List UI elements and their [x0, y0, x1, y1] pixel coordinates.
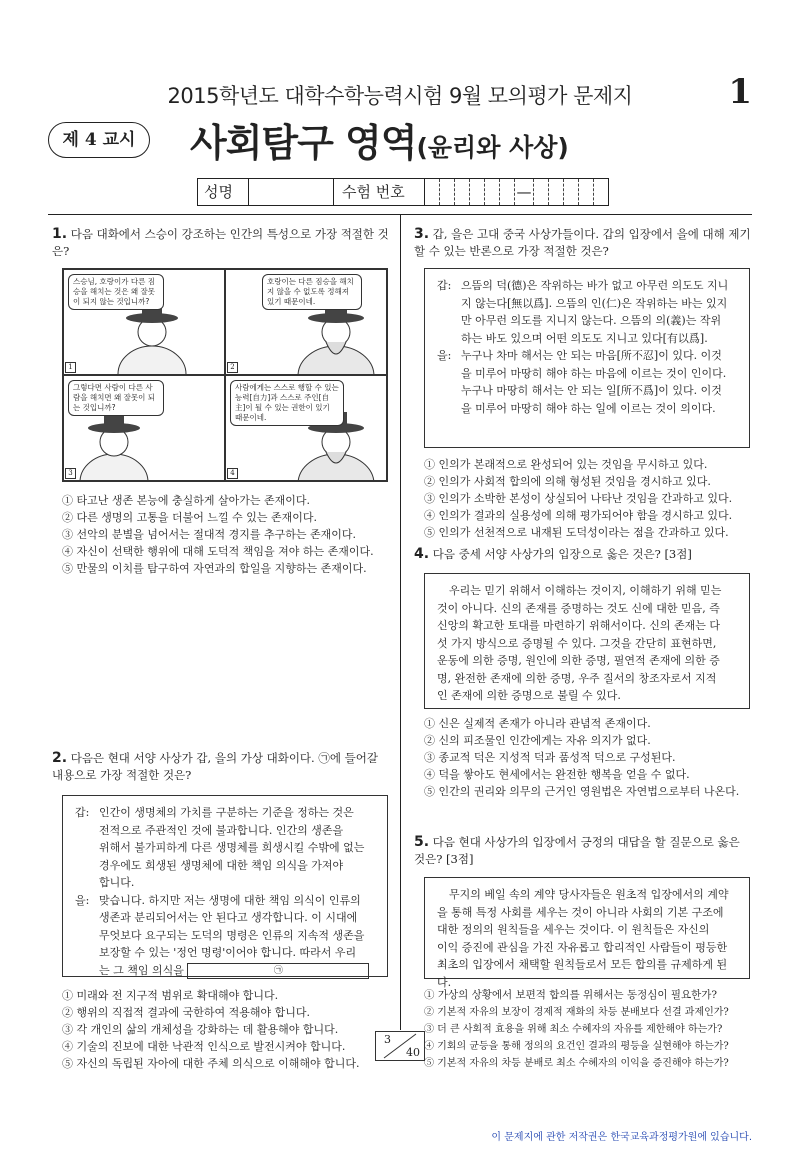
question-number: 4.: [414, 546, 430, 562]
speech-bubble: 스승님, 호랑이가 다른 짐승을 해치는 것은 왜 잘못이 되지 않는 것입니까?: [68, 274, 164, 310]
question-text: 갑, 을은 고대 중국 사상가들이다. 갑의 입장에서 을에 대해 제기할 수 있는 반론으로 가장 적절한 것은?: [414, 227, 751, 258]
name-field[interactable]: [249, 179, 334, 205]
speaker-eul: [75, 892, 375, 980]
question-1-options: [62, 492, 396, 577]
dialogue-line: 지 않는다[無以爲]. 으뜸의 인(仁)은 작위하는 바는 있지: [461, 296, 728, 310]
question-2-options: [62, 987, 396, 1072]
answer-blank: [187, 963, 369, 979]
question-3-prompt: [414, 226, 752, 260]
page-total: 40: [406, 1046, 420, 1059]
question-text: 다음 현대 사상가의 입장에서 긍정의 대답을 할 질문으로 옳은 것은?: [414, 835, 740, 866]
dialogue-line: 으뜸의 덕(德)은 작위하는 바가 없고 아무런 의도도 지니: [461, 279, 729, 292]
speaker-label: 갑:: [437, 279, 452, 292]
passage-line: 최초의 입장에서 채택할 원칙들로서 모든 합의를 규제하게 된다.: [437, 958, 728, 989]
answer-option[interactable]: ② 신의 피조물인 인간에게는 자유 의지가 없다.: [424, 734, 651, 747]
answer-option[interactable]: ① 인의가 본래적으로 완성되어 있는 것임을 무시하고 있다.: [424, 458, 708, 471]
exam-digit[interactable]: [579, 179, 594, 205]
answer-option[interactable]: ③ 인의가 소박한 본성이 상실되어 나타난 것임을 간과하고 있다.: [424, 492, 733, 505]
question-text: 다음 중세 서양 사상가의 입장으로 옳은 것은?: [432, 547, 661, 561]
answer-option[interactable]: ⑤ 인의가 선천적으로 내재된 도덕성이라는 점을 간과하고 있다.: [424, 526, 729, 539]
exam-digit[interactable]: [564, 179, 579, 205]
points-badge: [3점]: [664, 547, 692, 561]
subject-sub: (윤리와 사상): [416, 133, 569, 162]
answer-option[interactable]: ③ 선악의 분별을 넘어서는 절대적 경지를 추구하는 존재이다.: [62, 528, 356, 541]
question-4-options: [424, 715, 754, 800]
question-5-prompt: [414, 834, 752, 868]
comic-panel: [63, 375, 225, 481]
exam-digit[interactable]: [500, 179, 515, 205]
answer-option[interactable]: ③ 종교적 덕은 지성적 덕과 품성적 덕으로 구성된다.: [424, 751, 676, 764]
question-2-prompt: [52, 750, 390, 784]
passage-line: 것이 아니다. 신의 존재를 증명하는 것도 신에 대한 믿음, 즉: [437, 601, 720, 615]
comic-panel: [225, 269, 387, 375]
passage-line: 운동에 의한 증명, 원인에 의한 증명, 필연적 존재에 의한 증: [437, 654, 720, 667]
subject-title: [190, 112, 569, 167]
exam-digit[interactable]: [470, 179, 485, 205]
passage-line: 을 통해 특정 사회를 세우는 것이 아니라 사회의 기본 구조에: [437, 905, 724, 919]
panel-number: 4: [227, 468, 238, 479]
answer-option[interactable]: ① 미래와 전 지구적 범위로 확대해야 합니다.: [62, 989, 279, 1002]
candidate-id-box: [197, 178, 609, 206]
passage-line: 인 존재에 의한 증명으로 불릴 수 있다.: [437, 689, 621, 702]
question-3-options: [424, 456, 754, 541]
copyright-notice: 이 문제지에 관한 저작권은 한국교육과정평가원에 있습니다.: [491, 1132, 752, 1143]
passage-box: [424, 877, 750, 989]
passage-line: 무지의 베일 속의 계약 당사자들은 원초적 입장에서의 계약: [449, 888, 729, 901]
exam-digit[interactable]: [549, 179, 564, 205]
dialogue-line: 누구나 마땅히 해서는 안 되는 일[所不爲]이 있다. 이것: [461, 384, 722, 397]
speaker-gap: [437, 277, 737, 347]
question-number: 2.: [52, 750, 68, 766]
answer-option[interactable]: ① 가상의 상황에서 보편적 합의를 위해서는 동정심이 필요한가?: [424, 989, 718, 1001]
dialogue-line: 누구나 차마 해서는 안 되는 마음[所不忍]이 있다. 이것: [461, 349, 722, 362]
dialogue-line: 을 미루어 마땅히 해야 하는 마음에 이르는 것이 인이다.: [461, 366, 727, 380]
answer-option[interactable]: ③ 더 큰 사회적 효용을 위해 최소 수혜자의 자유를 제한해야 하는가?: [424, 1024, 723, 1035]
answer-option[interactable]: ④ 인의가 결과의 실용성에 의해 평가되어야 함을 경시하고 있다.: [424, 509, 733, 522]
dialogue-line: 생존과 분리되어서는 안 된다고 생각합니다. 이 시대에: [99, 911, 358, 924]
answer-option[interactable]: ④ 기술의 진보에 대한 낙관적 인식으로 발전시켜야 합니다.: [62, 1040, 346, 1053]
answer-option[interactable]: ② 행위의 직접적 결과에 국한하여 적용해야 합니다.: [62, 1006, 310, 1019]
column-divider: [400, 214, 401, 1030]
passage-line: 명, 완전한 존재에 의한 증명, 우주 질서의 창조자로서 지적: [437, 671, 717, 685]
exam-digit[interactable]: [485, 179, 500, 205]
dialogue-line: 경우에도 희생된 생명체에 대한 책임 의식을 가져야: [99, 858, 344, 872]
period-badge: 제 4 교시: [48, 122, 150, 158]
dialogue-line: 만 아무런 의도를 지니지 않는다. 으뜸의 의(義)는 작위: [461, 314, 722, 327]
comic-strip: [62, 268, 388, 482]
question-4-prompt: [414, 546, 752, 563]
dialogue-line: 위해서 불가피하게 다른 생명체를 희생시킬 수밖에 없는: [99, 841, 365, 854]
passage-line: 신앙의 확고한 토대를 마련하기 위해서이다. 신의 존재는 다: [437, 619, 720, 632]
exam-title: 2015학년도 대학수학능력시험 9월 모의평가 문제지: [167, 84, 633, 108]
speaker-label: 을:: [75, 893, 90, 907]
dialogue-line: 보장할 수 있는 '정언 명령'이어야 합니다. 따라서 우리: [99, 946, 357, 959]
passage-box: [424, 573, 750, 709]
answer-option[interactable]: ② 다른 생명의 고통을 더불어 느낄 수 있는 존재이다.: [62, 511, 317, 524]
comic-panel: [63, 269, 225, 375]
answer-option[interactable]: ⑤ 만물의 이치를 탐구하여 자연과의 합일을 지향하는 존재이다.: [62, 562, 367, 575]
page-number: 1: [728, 72, 752, 112]
answer-option[interactable]: ① 신은 실제적 존재가 아니라 관념적 존재이다.: [424, 717, 651, 730]
answer-option[interactable]: ⑤ 자신의 독립된 자아에 대한 주체 의식으로 이해해야 합니다.: [62, 1057, 360, 1070]
dialogue-line: 을 미루어 마땅히 해야 하는 일에 이르는 것이 의이다.: [461, 401, 716, 415]
answer-option[interactable]: ⑤ 인간의 권리와 의무의 근거인 영원법은 자연법으로부터 나온다.: [424, 785, 740, 798]
question-number: 3.: [414, 226, 430, 242]
page-counter: [375, 1031, 425, 1061]
speaker-eul: [437, 347, 737, 417]
dialogue-box: [62, 795, 388, 977]
panel-number: 3: [65, 468, 76, 479]
speech-bubble: 호랑이는 다른 짐승을 해치지 않을 수 없도록 정해져 있기 때문이네.: [262, 274, 362, 310]
speech-bubble: 그렇다면 사람이 다른 사람을 해치면 왜 잘못이 되는 것입니까?: [68, 380, 164, 416]
question-text: 다음 대화에서 스승이 강조하는 인간의 특성으로 가장 적절한 것은?: [52, 227, 389, 258]
exam-digit[interactable]: [440, 179, 455, 205]
exam-digit[interactable]: [594, 179, 608, 205]
answer-option[interactable]: ④ 기회의 균등을 통해 정의의 요건인 결과의 평등을 실현해야 하는가?: [424, 1041, 729, 1052]
dialogue-line: 하는 바도 있으며 어떤 의도도 지니고 있다[有以爲].: [461, 331, 708, 345]
exam-digit[interactable]: [534, 179, 549, 205]
name-label: 성명: [198, 179, 249, 205]
page-current: 3: [384, 1033, 391, 1046]
answer-option[interactable]: ② 기본적 자유의 보장이 경제적 재화의 차등 분배보다 선결 과제인가?: [424, 1007, 729, 1018]
panel-number: 1: [65, 362, 76, 373]
points-badge: [3점]: [446, 852, 474, 866]
exam-digit[interactable]: [425, 179, 440, 205]
panel-number: 2: [227, 362, 238, 373]
question-text: 다음은 현대 서양 사상가 갑, 을의 가상 대화이다. ㉠에 들어갈 내용으로 가장 적절한 것은?: [52, 751, 378, 782]
dialogue-line: 인간이 생명체의 가치를 구분하는 기준을 정하는 것은: [99, 806, 354, 819]
exam-digit[interactable]: [455, 179, 470, 205]
dialogue-line: 는 그 책임 의식을: [99, 963, 184, 977]
speaker-gap: [75, 804, 375, 892]
answer-option[interactable]: ④ 자신이 선택한 행위에 대해 도덕적 책임을 져야 하는 존재이다.: [62, 545, 374, 558]
answer-option[interactable]: ⑤ 기본적 자유의 차등 분배로 최소 수혜자의 이익을 증진해야 하는가?: [424, 1058, 729, 1069]
question-1-prompt: [52, 226, 390, 260]
speaker-label: 갑:: [75, 806, 90, 819]
speech-bubble: 사람에게는 스스로 행할 수 있는 능력[自力]과 스스로 주인[自主]이 될 수 있는 권한이 있기 때문이네.: [230, 380, 344, 426]
passage-line: 우리는 믿기 위해서 이해하는 것이지, 이해하기 위해 믿는: [449, 584, 722, 597]
passage-line: 이익 증진에 관심을 가진 자유롭고 합리적인 사람들이 평등한: [437, 940, 728, 954]
dialogue-box: [424, 268, 750, 448]
exam-number-label: 수험 번호: [334, 179, 425, 205]
dialogue-line: 맞습니다. 하지만 저는 생명에 대한 책임 의식이 인류의: [99, 893, 361, 907]
subject-main: 사회탐구 영역: [190, 121, 417, 165]
question-number: 5.: [414, 834, 430, 850]
answer-option[interactable]: ④ 덕을 쌓아도 현세에서는 완전한 행복을 얻을 수 없다.: [424, 768, 690, 781]
comic-panel: [225, 375, 387, 481]
dialogue-line: 합니다.: [99, 876, 135, 889]
question-number: 1.: [52, 226, 68, 242]
dialogue-line: 전적으로 주관적인 것에 불과합니다. 인간의 생존을: [99, 823, 344, 837]
answer-option[interactable]: ② 인의가 사회적 합의에 의해 형성된 것임을 경시하고 있다.: [424, 475, 711, 488]
exam-number-dash: —: [515, 179, 534, 205]
speaker-label: 을:: [437, 349, 452, 362]
question-5-options: [424, 987, 754, 1072]
passage-line: 섯 가지 방식으로 증명될 수 있다. 그것을 간단히 표현하면,: [437, 636, 717, 650]
passage-line: 대한 정의의 원칙들을 세우는 것이다. 이 원칙들은 자신의: [437, 923, 710, 936]
answer-option[interactable]: ① 타고난 생존 본능에 충실하게 살아가는 존재이다.: [62, 494, 310, 507]
blank-mark: ㉠: [273, 965, 283, 976]
answer-option[interactable]: ③ 각 개인의 삶의 개체성을 강화하는 데 활용해야 합니다.: [62, 1023, 339, 1036]
dialogue-line: 무엇보다 요구되는 도덕의 명령은 인류의 지속적 생존을: [99, 928, 365, 942]
